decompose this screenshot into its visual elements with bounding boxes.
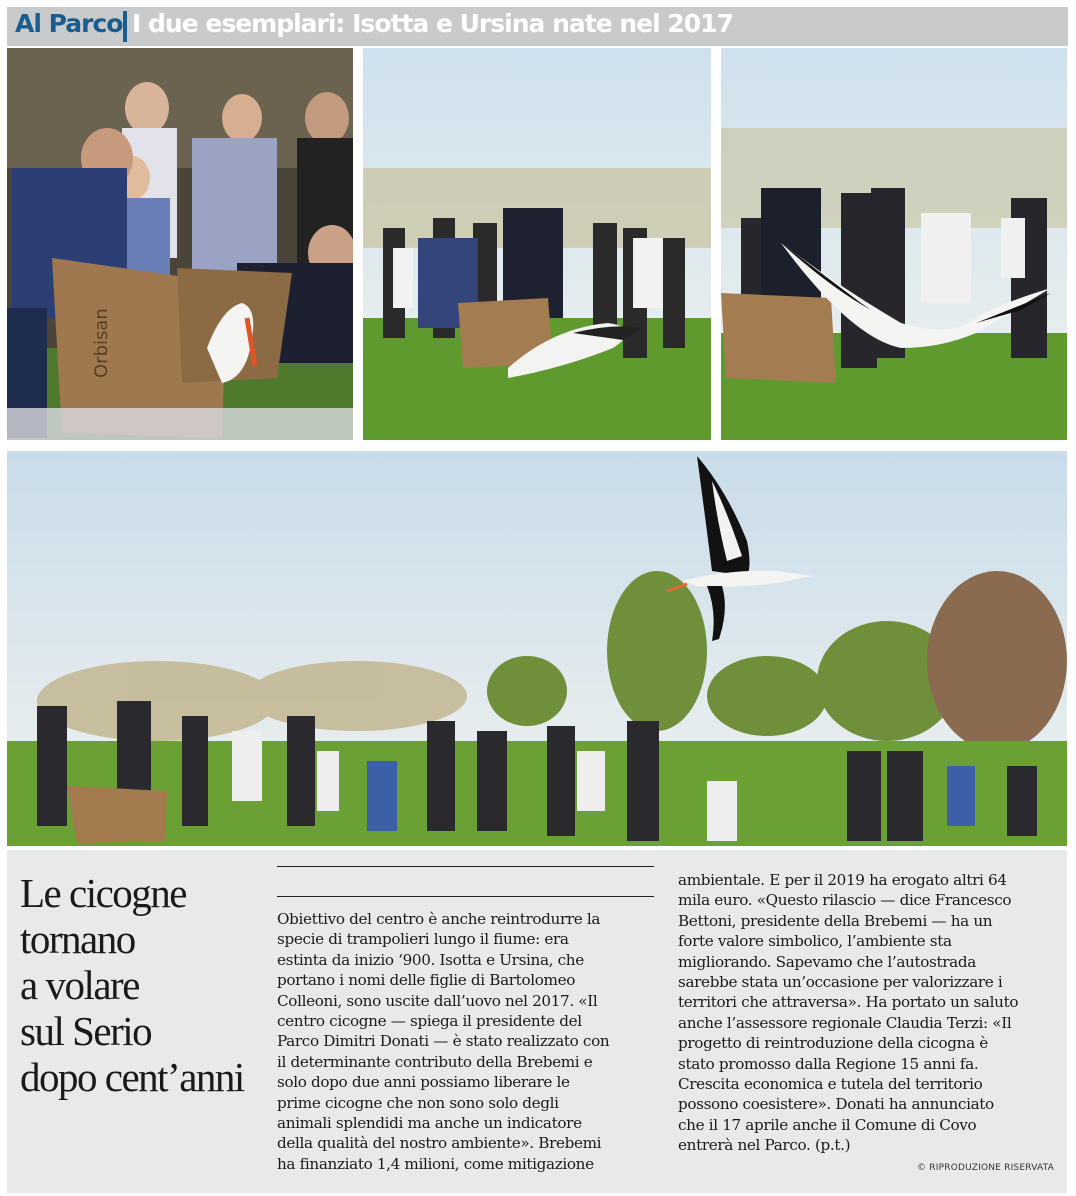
headline-line: a volare: [20, 962, 139, 1008]
text-line: territori che attraversa». Ha portato un saluto: [678, 993, 1019, 1012]
headline-line: tornano: [20, 916, 135, 962]
text-line: il determinante contributo della Brebemi e: [277, 1052, 593, 1071]
photo-stork-takeoff: [721, 48, 1067, 440]
text-line: centro cicogne — spiega il presidente del: [277, 1012, 582, 1031]
text-line: anche l’assessore regionale Claudia Terzi: «Il: [678, 1013, 1012, 1032]
text-line: della qualità del nostro ambiente». Brebemi: [277, 1134, 602, 1153]
text-line: specie di trampolieri lungo il fiume: era: [277, 930, 569, 949]
headline-line: sul Serio: [20, 1008, 152, 1054]
banner-title: I due esemplari: Isotta e Ursina nate nel 2017: [132, 9, 733, 38]
text-line: Bettoni, presidente della Brebemi — ha un: [678, 911, 993, 930]
photo-stork-takeoff-image: [721, 48, 1067, 440]
photo-release-closeup-image: [7, 48, 353, 440]
text-line: possono coesistere». Donati ha annunciato: [678, 1095, 994, 1114]
section-banner: [7, 7, 1068, 46]
photo-release-closeup: [7, 48, 353, 440]
text-line: Parco Dimitri Donati — è stato realizzato con: [277, 1032, 610, 1051]
text-line: prime cicogne che non sono solo degli: [277, 1093, 559, 1112]
headline-line: Le cicogne: [20, 870, 186, 916]
text-line: ha finanziato 1,4 milioni, come mitigazione: [277, 1154, 594, 1173]
text-line: stato promosso dalla Regione 15 anni fa.: [678, 1054, 979, 1073]
text-line: animali splendidi ma anche un indicatore: [277, 1114, 582, 1133]
photo-stork-exits: [363, 48, 711, 440]
text-line: progetto di reintroduzione della cicogna è: [678, 1034, 988, 1053]
photo-stork-exits-image: [363, 48, 711, 440]
headline-line: dopo cent’anni: [20, 1054, 244, 1100]
rule-top: [277, 866, 654, 867]
text-line: sarebbe stata un’occasione per valorizzare i: [678, 973, 1003, 992]
text-line: Obiettivo del centro è anche reintrodurre la: [277, 910, 601, 928]
text-line: migliorando. Sapevamo che l’autostrada: [678, 952, 976, 971]
article-column-1: [277, 909, 657, 1174]
text-line: portano i nomi delle figlie di Bartolomeo: [277, 971, 576, 990]
text-line: mila euro. «Questo rilascio — dice Francesco: [678, 891, 1012, 910]
article-column-2: [678, 870, 1063, 1156]
text-line: estinta da inizio ‘900. Isotta e Ursina, che: [277, 950, 584, 969]
copyright-credit: © RIPRODUZIONE RISERVATA: [917, 1163, 1054, 1173]
photo-stork-flight: [7, 451, 1067, 846]
rule-bottom: [277, 896, 654, 897]
text-line: solo dopo due anni possiamo liberare le: [277, 1073, 570, 1092]
text-line: Crescita economica e tutela del territorio: [678, 1075, 983, 1094]
text-line: entrerà nel Parco. (p.t.): [678, 1136, 851, 1155]
banner-separator: [123, 11, 127, 42]
text-line: forte valore simbolico, l’ambiente sta: [678, 932, 952, 951]
text-line: che il 17 aprile anche il Comune di Covo: [678, 1115, 977, 1134]
box-print: Orbisan: [91, 308, 112, 378]
article-headline: [20, 870, 270, 1100]
section-kicker: Al Parco: [15, 9, 123, 38]
text-line: Colleoni, sono uscite dall’uovo nel 2017. «Il: [277, 991, 598, 1010]
article-box: [7, 850, 1067, 1193]
photo-stork-flight-image: [7, 451, 1067, 846]
text-line: ambientale. E per il 2019 ha erogato altri 64: [678, 871, 1007, 889]
